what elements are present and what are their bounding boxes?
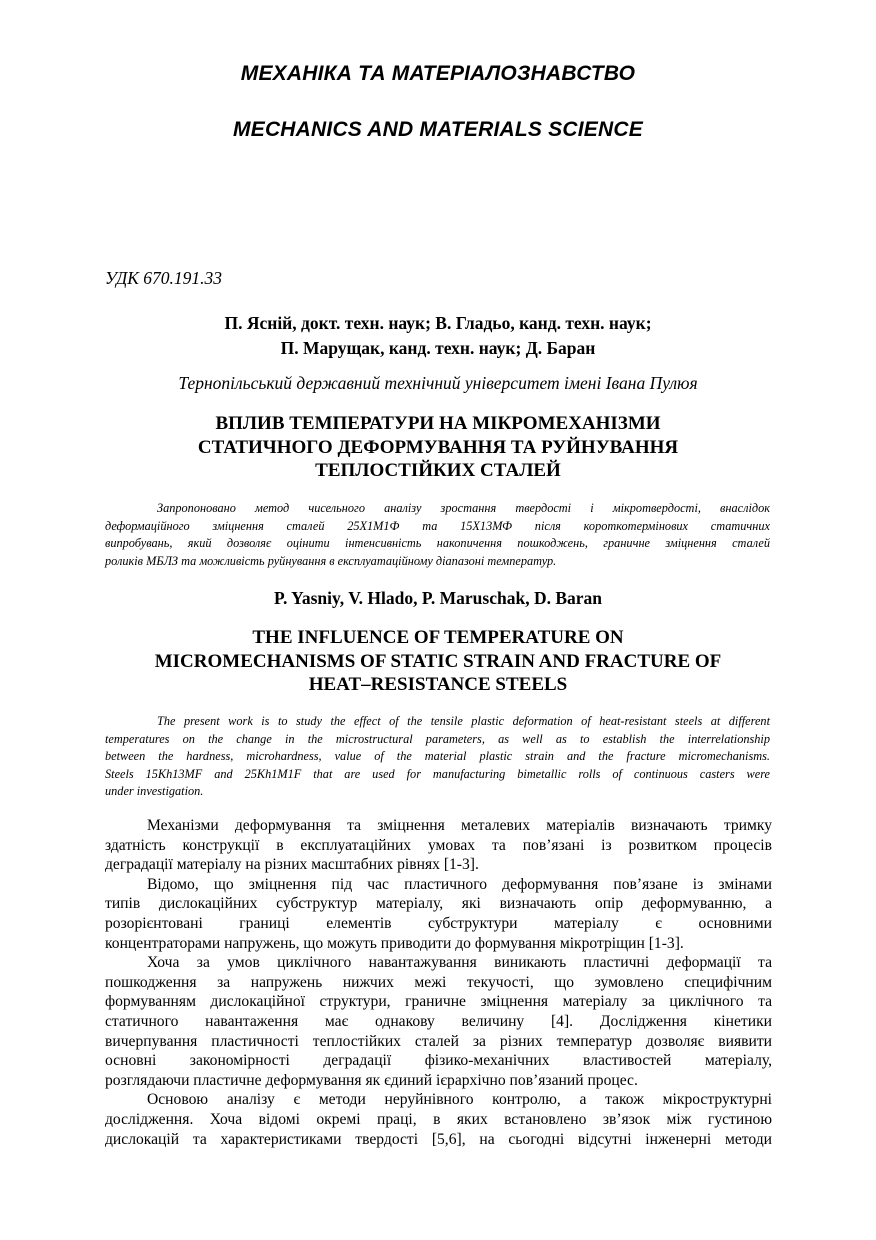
abstract-line: under investigation. — [105, 784, 204, 798]
abstract-line: Steels 15Kh13MF and 25Kh1M1F that are used for manufacturing bimetallic rolls of continuous casters were — [105, 766, 770, 781]
abstract-line: роликів МБЛЗ та можливість руйнування в експлуатаційному діапазоні температур. — [105, 553, 557, 568]
title-line: MICROMECHANISMS OF STATIC STRAIN AND FRACTURE OF — [154, 650, 722, 672]
body-line: розорієнтовані границі елементів субструктури матеріалу є основними — [105, 914, 772, 932]
paragraph — [105, 816, 772, 875]
body-line: дослідження. Хоча відомі окремі праці, в яких встановлено зв’язок між густиною — [105, 1110, 772, 1128]
affiliation: Тернопільський державний технічний університет імені Івана Пулюя — [178, 373, 698, 393]
body-line: деградації матеріалу на різних масштабних рівнях [1-3]. — [105, 856, 479, 874]
title-line: THE INFLUENCE OF TEMPERATURE ON — [252, 627, 624, 648]
article-title-english — [0, 626, 876, 697]
paragraph — [105, 953, 772, 1090]
abstract-line: випробувань, який дозволяє оцінити інтенсивність накопичення пошкоджень, граничне зміцнення сталей — [105, 536, 770, 550]
body-line: типів дислокаційних субструктур матеріалу, які визначають опір деформуванню, а — [105, 895, 772, 913]
body-line: вичерпування пластичності теплостійких сталей за різних температур дозволяє виявити — [105, 1032, 772, 1050]
authors-ukrainian — [0, 311, 876, 361]
body-line: розглядаючи пластичне деформування як єдиний ієрархічно пов’язаний процес. — [105, 1071, 638, 1089]
body-text — [105, 816, 772, 1149]
paragraph — [105, 1090, 772, 1149]
body-line: статичного навантаження має однакову величину [4]. Дослідження кінетики — [105, 1012, 772, 1030]
abstract-line: The present work is to study the effect of the tensile plastic deformation of heat-resistant steels at different — [157, 714, 770, 728]
body-line: Хоча за умов циклічного навантажування виникають пластичні деформації та — [147, 954, 772, 972]
title-line: ВПЛИВ ТЕМПЕРАТУРИ НА МІКРОМЕХАНІЗМИ — [215, 413, 661, 434]
title-line: ТЕПЛОСТІЙКИХ СТАЛЕЙ — [315, 460, 561, 481]
body-line: основні закономірності деградації фізико-механічних властивостей матеріалу, — [105, 1052, 772, 1070]
authors-ukrainian-line: П. Марущак, канд. техн. наук; Д. Баран — [280, 338, 596, 358]
body-line: пошкодження за напружень нижчих межі текучості, що зумовлено специфічним — [105, 973, 772, 991]
abstract-line: деформаційного зміцнення сталей 25Х1М1Ф та 15Х13МФ після короткотермінових статичних — [105, 518, 770, 533]
udc-code: УДК 670.191.33 — [105, 268, 222, 288]
abstract-line: between the hardness, microhardness, value of the material plastic strain and the fracture micromechanisms. — [105, 749, 770, 763]
abstract-ukrainian — [105, 500, 770, 570]
paragraph — [105, 875, 772, 953]
section-header-english: MECHANICS AND MATERIALS SCIENCE — [233, 118, 643, 141]
title-line: HEAT–RESISTANCE STEELS — [308, 674, 568, 695]
abstract-line: Запропоновано метод чисельного аналізу зростання твердості і мікротвердості, внаслідок — [157, 501, 770, 515]
article-title-ukrainian — [0, 412, 876, 483]
abstract-line: temperatures on the change in the microstructural parameters, as well as to establish the interrelationship — [105, 731, 770, 746]
section-header-ukrainian: МЕХАНІКА ТА МАТЕРІАЛОЗНАВСТВО — [240, 62, 636, 85]
authors-ukrainian-line: П. Ясній, докт. техн. наук; В. Гладьо, канд. техн. наук; — [224, 313, 652, 333]
body-line: Відомо, що зміцнення під час пластичного деформування пов’язане із змінами — [147, 875, 772, 893]
body-line: Механізми деформування та зміцнення металевих матеріалів визначають тримку — [147, 817, 772, 834]
abstract-english — [105, 713, 770, 801]
authors-english: P. Yasniy, V. Hlado, P. Maruschak, D. Baran — [273, 588, 603, 608]
body-line: концентраторами напружень, що можуть приводити до формування мікротріщин [1-3]. — [105, 934, 684, 952]
body-line: дислокацій та характеристиками твердості [5,6], на сьогодні відсутні інженерні методи — [105, 1130, 772, 1148]
body-line: здатність конструкції в експлуатаційних умовах та пов’язані із розвитком процесів — [105, 836, 772, 854]
body-line: Основою аналізу є методи неруйнівного контролю, а також мікроструктурні — [147, 1091, 772, 1109]
title-line: СТАТИЧНОГО ДЕФОРМУВАННЯ ТА РУЙНУВАННЯ — [197, 436, 679, 458]
body-line: формуванням дислокаційної структури, граничне зміцнення матеріалу за циклічного та — [105, 993, 772, 1011]
